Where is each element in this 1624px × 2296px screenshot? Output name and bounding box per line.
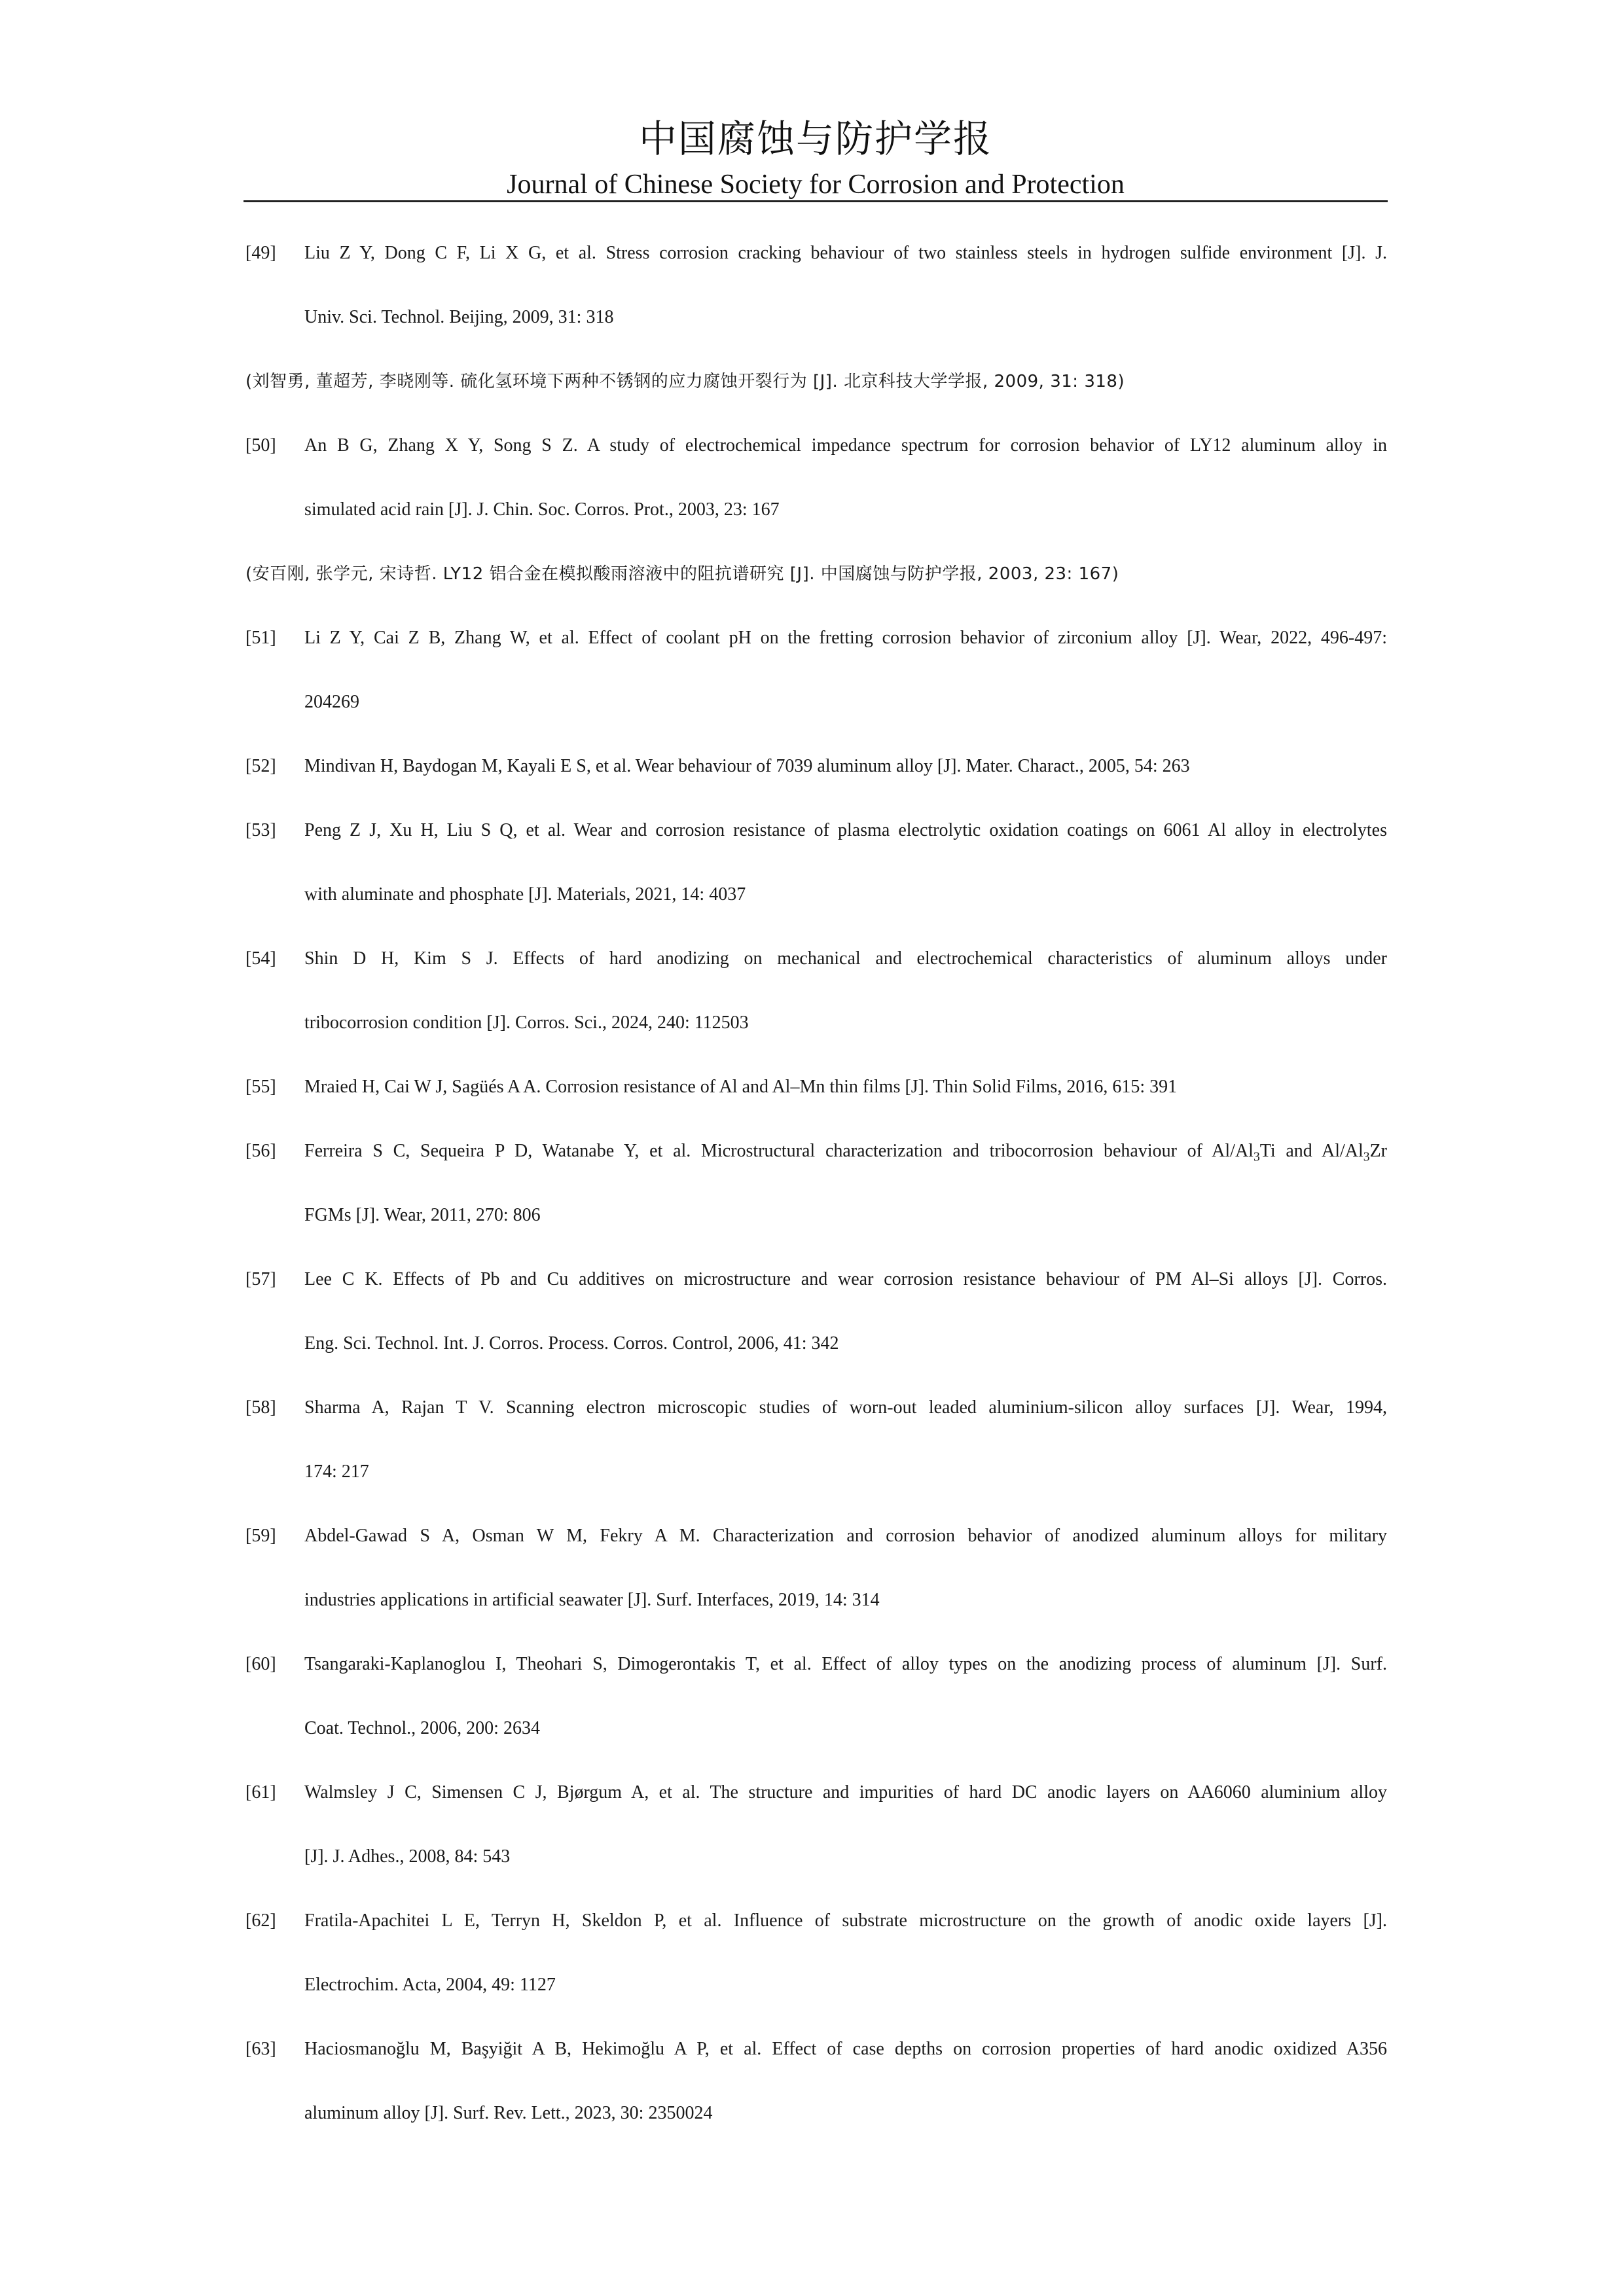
reference-text: Mindivan H, Baydogan M, Kayali E S, et al. Wear behaviour of 7039 aluminum alloy [J]. Mater. Charact., 2005, 54: 263 — [304, 756, 1190, 776]
journal-title-chinese: 中国腐蚀与防护学报 — [638, 117, 992, 161]
reference-number: [52] — [245, 756, 276, 776]
reference-text: Walmsley J C, Simensen C J, Bjørgum A, et al. The structure and impurities of hard DC anodic layers on AA6060 aluminium alloy — [304, 1782, 1387, 1803]
reference-62 — [245, 1889, 1387, 2017]
reference-text: Sharma A, Rajan T V. Scanning electron microscopic studies of worn-out leaded aluminium-silicon alloy surfaces [J]. Wear, 1994, — [304, 1397, 1387, 1418]
reference-text: Ferreira S C, Sequeira P D, Watanabe Y, et al. Microstructural characterization and tribocorrosion behaviour of $Al/Al_3Ti$ and $Al/Al_3Zr$ — [304, 1141, 1388, 1164]
reference-text: Shin D H, Kim S J. Effects of hard anodizing on mechanical and electrochemical characteristics of aluminum alloys under — [304, 948, 1387, 969]
reference-number: [63] — [245, 2039, 276, 2059]
reference-text: [J]. J. Adhes., 2008, 84: 543 — [304, 1846, 511, 1867]
reference-number: [58] — [245, 1397, 276, 1418]
reference-number: [55] — [245, 1077, 276, 1097]
reference-number: [59] — [245, 1526, 276, 1546]
reference-50-chinese: (安百刚, 张学元, 宋诗哲. LY12 铝合金在模拟酸雨溶液中的阻抗谱研究 [J]. 中国腐蚀与防护学报, 2003, 23: 167) — [245, 564, 1119, 584]
reference-number: [54] — [245, 948, 276, 969]
reference-text: Fratila-Apachitei L E, Terryn H, Skeldon P, et al. Influence of substrate microstructure on the growth of anodic oxide layers [J]. — [304, 1910, 1387, 1931]
reference-number: [56] — [245, 1141, 276, 1161]
reference-text: Haciosmanoğlu M, Başyiğit A B, Hekimoğlu A P, et al. Effect of case depths on corrosion properties of hard anodic oxidized A356 — [304, 2039, 1387, 2059]
reference-49-chinese: (刘智勇, 董超芳, 李晓刚等. 硫化氢环境下两种不锈钢的应力腐蚀开裂行为 [J]. 北京科技大学学报, 2009, 31: 318) — [245, 372, 1125, 391]
header-rule — [244, 200, 1388, 202]
reference-text: Electrochim. Acta, 2004, 49: 1127 — [304, 1975, 556, 1995]
reference-52 — [245, 734, 1387, 798]
reference-50 — [245, 414, 1387, 542]
reference-number: [51] — [245, 628, 276, 648]
reference-number: [53] — [245, 820, 276, 840]
reference-text: An B G, Zhang X Y, Song S Z. A study of electrochemical impedance spectrum for corrosion behavior of LY12 aluminum alloy in — [304, 435, 1387, 456]
reference-57 — [245, 1247, 1387, 1376]
reference-text: FGMs [J]. Wear, 2011, 270: 806 — [304, 1205, 541, 1225]
reference-59 — [245, 1504, 1387, 1632]
reference-text: Mraied H, Cai W J, Sagüés A A. Corrosion resistance of Al and Al–Mn thin films [J]. Thin Solid Films, 2016, 615: 391 — [304, 1077, 1178, 1097]
reference-number: [49] — [245, 243, 276, 263]
reference-number: [60] — [245, 1654, 276, 1674]
reference-text: Li Z Y, Cai Z B, Zhang W, et al. Effect of coolant pH on the fretting corrosion behavior of zirconium alloy [J]. Wear, 2022, 496-497: — [304, 628, 1387, 648]
reference-text: simulated acid rain [J]. J. Chin. Soc. Corros. Prot., 2003, 23: 167 — [304, 499, 780, 520]
reference-text: Peng Z J, Xu H, Liu S Q, et al. Wear and corrosion resistance of plasma electrolytic oxidation coatings on 6061 Al alloy in electrolytes — [304, 820, 1387, 840]
reference-text: Abdel-Gawad S A, Osman W M, Fekry A M. Characterization and corrosion behavior of anodized aluminum alloys for military — [304, 1526, 1387, 1546]
reference-number: [50] — [245, 435, 276, 456]
journal-header — [244, 113, 1388, 203]
reference-56 — [245, 1119, 1387, 1247]
reference-text: 174: 217 — [304, 1462, 369, 1482]
reference-text: industries applications in artificial seawater [J]. Surf. Interfaces, 2019, 14: 314 — [304, 1590, 880, 1610]
reference-51 — [245, 606, 1387, 734]
reference-text: tribocorrosion condition [J]. Corros. Sci., 2024, 240: 112503 — [304, 1013, 749, 1033]
reference-text: Tsangaraki-Kaplanoglou I, Theohari S, Dimogerontakis T, et al. Effect of alloy types on the anodizing process of aluminum [J]. Surf. — [304, 1654, 1387, 1674]
journal-title-english: Journal of Chinese Society for Corrosion and Protection — [507, 170, 1125, 200]
reference-text: Lee C K. Effects of Pb and Cu additives on microstructure and wear corrosion resistance behaviour of PM Al–Si alloys [J]. Corros. — [304, 1269, 1387, 1289]
reference-text: with aluminate and phosphate [J]. Materials, 2021, 14: 4037 — [304, 884, 746, 905]
reference-text: aluminum alloy [J]. Surf. Rev. Lett., 2023, 30: 2350024 — [304, 2103, 713, 2123]
reference-number: [57] — [245, 1269, 276, 1289]
reference-text: 204269 — [304, 692, 359, 712]
reference-58 — [245, 1376, 1387, 1504]
reference-49 — [245, 221, 1387, 350]
reference-text: Univ. Sci. Technol. Beijing, 2009, 31: 318 — [304, 307, 614, 327]
reference-list — [245, 221, 1387, 2145]
reference-63 — [245, 2017, 1387, 2145]
reference-61 — [245, 1761, 1387, 1889]
reference-number: [61] — [245, 1782, 276, 1803]
reference-55 — [245, 1055, 1387, 1119]
reference-60 — [245, 1632, 1387, 1761]
reference-54 — [245, 927, 1387, 1055]
reference-text: Eng. Sci. Technol. Int. J. Corros. Process. Corros. Control, 2006, 41: 342 — [304, 1333, 839, 1354]
reference-text: Liu Z Y, Dong C F, Li X G, et al. Stress corrosion cracking behaviour of two stainless steels in hydrogen sulfide environment [J]. J. — [304, 243, 1387, 263]
reference-53 — [245, 798, 1387, 927]
reference-text: Coat. Technol., 2006, 200: 2634 — [304, 1718, 540, 1738]
reference-number: [62] — [245, 1910, 276, 1931]
